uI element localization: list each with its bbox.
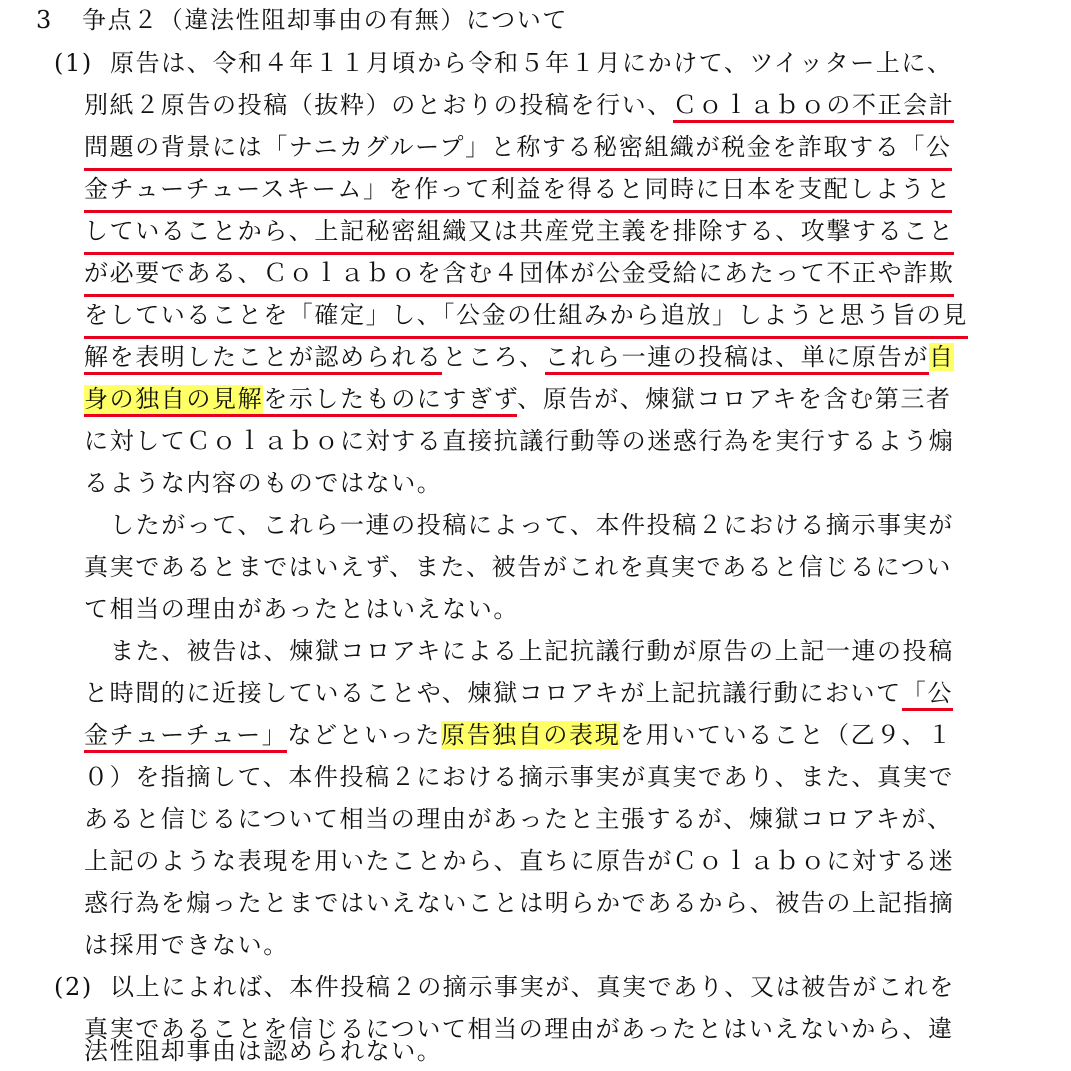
paragraph-3-line-3 — [0, 715, 1071, 755]
paragraph-3-line-5 — [0, 799, 1071, 839]
text-line: 真実であるとまではいえず、また、被告がこれを真実であると信じるについ — [84, 553, 952, 581]
underlined-text: を示したものにすぎず — [263, 385, 517, 417]
paragraph-2-line-3 — [0, 589, 1071, 629]
text-segment: 、原告が、煉獄コロアキを含む第三者 — [517, 385, 952, 413]
underlined-text: 金チューチュースキーム」を作って利益を得ると同時に日本を支配しようと — [84, 169, 952, 213]
text-segment: と時間的に近接していることや、煉獄コロアキが上記抗議行動において — [84, 679, 902, 707]
item-1-marker: (1) — [54, 49, 93, 77]
text-line: るような内容のものではない。 — [84, 469, 443, 497]
paragraph-4-line-1 — [0, 967, 1071, 1007]
text-segment: 別紙２原告の投稿（抜粋）のとおりの投稿を行い、 — [84, 91, 673, 119]
paragraph-1-line-6 — [0, 253, 1071, 293]
heading-title: 争点２（違法性阻却事由の有無）について — [82, 6, 568, 34]
underlined-text: 「公 — [902, 679, 953, 711]
paragraph-3-line-6 — [0, 841, 1071, 881]
paragraph-1-line-11 — [0, 463, 1071, 503]
paragraph-1-line-1 — [0, 43, 1071, 83]
text-line: 原告は、令和４年１１月頃から令和５年１月にかけて、ツイッター上に、 — [110, 49, 953, 77]
paragraph-1-line-10 — [0, 421, 1071, 461]
text-line: 惑行為を煽ったとまではいえないことは明らかであるから、被告の上記指摘 — [84, 889, 955, 917]
underlined-text: これら一連の投稿は、単に原告が — [545, 343, 929, 375]
text-line: て相当の理由があったとはいえない。 — [84, 595, 519, 623]
text-line: 法性阻却事由は認められない。 — [84, 1037, 443, 1065]
text-line: 真実であることを信じるについて相当の理由があったとはいえないから、違 — [84, 1015, 954, 1043]
paragraph-1-line-9 — [0, 379, 1071, 419]
paragraph-3-line-2 — [0, 673, 1071, 713]
highlighted-text: 原告独自の表現 — [440, 721, 621, 749]
paragraph-3-line-7 — [0, 883, 1071, 923]
text-line: ０）を指摘して、本件投稿２における摘示事実が真実であり、また、真実で — [84, 763, 954, 791]
underlined-text: 解を表明したことが認められる — [84, 343, 442, 375]
text-line: 上記のような表現を用いたことから、直ちに原告がＣｏｌａｂｏに対する迷 — [84, 847, 955, 875]
heading-number: 3 — [36, 6, 53, 34]
text-line: 以上によれば、本件投稿２の摘示事実が、真実であり、又は被告がこれを — [110, 973, 955, 1001]
item-2-marker: (2) — [54, 973, 93, 1001]
underlined-text: をしていることを「確定」し、「公金の仕組みから追放」しようと思う旨の見 — [84, 295, 968, 339]
paragraph-1-line-8 — [0, 337, 1071, 377]
underlined-text: が必要である、Ｃｏｌａｂｏを含む４団体が公金受給にあたって不正や詐欺 — [84, 253, 954, 297]
paragraph-3-line-1 — [0, 631, 1071, 671]
paragraph-1-line-2 — [0, 85, 1071, 125]
section-heading — [0, 0, 1071, 40]
underlined-text: Ｃｏｌａｂｏの不正会計 — [673, 91, 955, 123]
underlined-text: 問題の背景には「ナニカグループ」と称する秘密組織が税金を詐取する「公 — [84, 127, 952, 171]
paragraph-1-line-3 — [0, 127, 1071, 167]
text-segment: を用いていること（乙９、１ — [620, 721, 953, 749]
paragraph-2-line-1 — [0, 505, 1071, 545]
text-segment: ところ、 — [442, 343, 545, 371]
text-line: したがって、これら一連の投稿によって、本件投稿２における摘示事実が — [110, 511, 954, 539]
underlined-text: 金チューチュー」 — [84, 721, 287, 753]
paragraph-1-line-5 — [0, 211, 1071, 251]
text-line: は採用できない。 — [84, 931, 289, 959]
text-line: また、被告は、煉獄コロアキによる上記抗議行動が原告の上記一連の投稿 — [110, 637, 954, 665]
underlined-text: していることから、上記秘密組織又は共産党主義を排除する、攻撃すること — [84, 211, 954, 255]
highlighted-text: 身の独自の見解 — [84, 385, 263, 417]
paragraph-2-line-2 — [0, 547, 1071, 587]
text-line: あると信じるについて相当の理由があったと主張するが、煉獄コロアキが、 — [84, 805, 953, 833]
paragraph-1-line-7 — [0, 295, 1071, 335]
paragraph-4-line-3 — [0, 1031, 1071, 1071]
highlighted-text: 自 — [928, 343, 955, 371]
paragraph-3-line-8 — [0, 925, 1071, 965]
text-line: に対してＣｏｌａｂｏに対する直接抗議行動等の迷惑行為を実行するよう煽 — [84, 427, 955, 455]
paragraph-1-line-4 — [0, 169, 1071, 209]
text-segment: などといった — [287, 721, 441, 749]
paragraph-3-line-4 — [0, 757, 1071, 797]
